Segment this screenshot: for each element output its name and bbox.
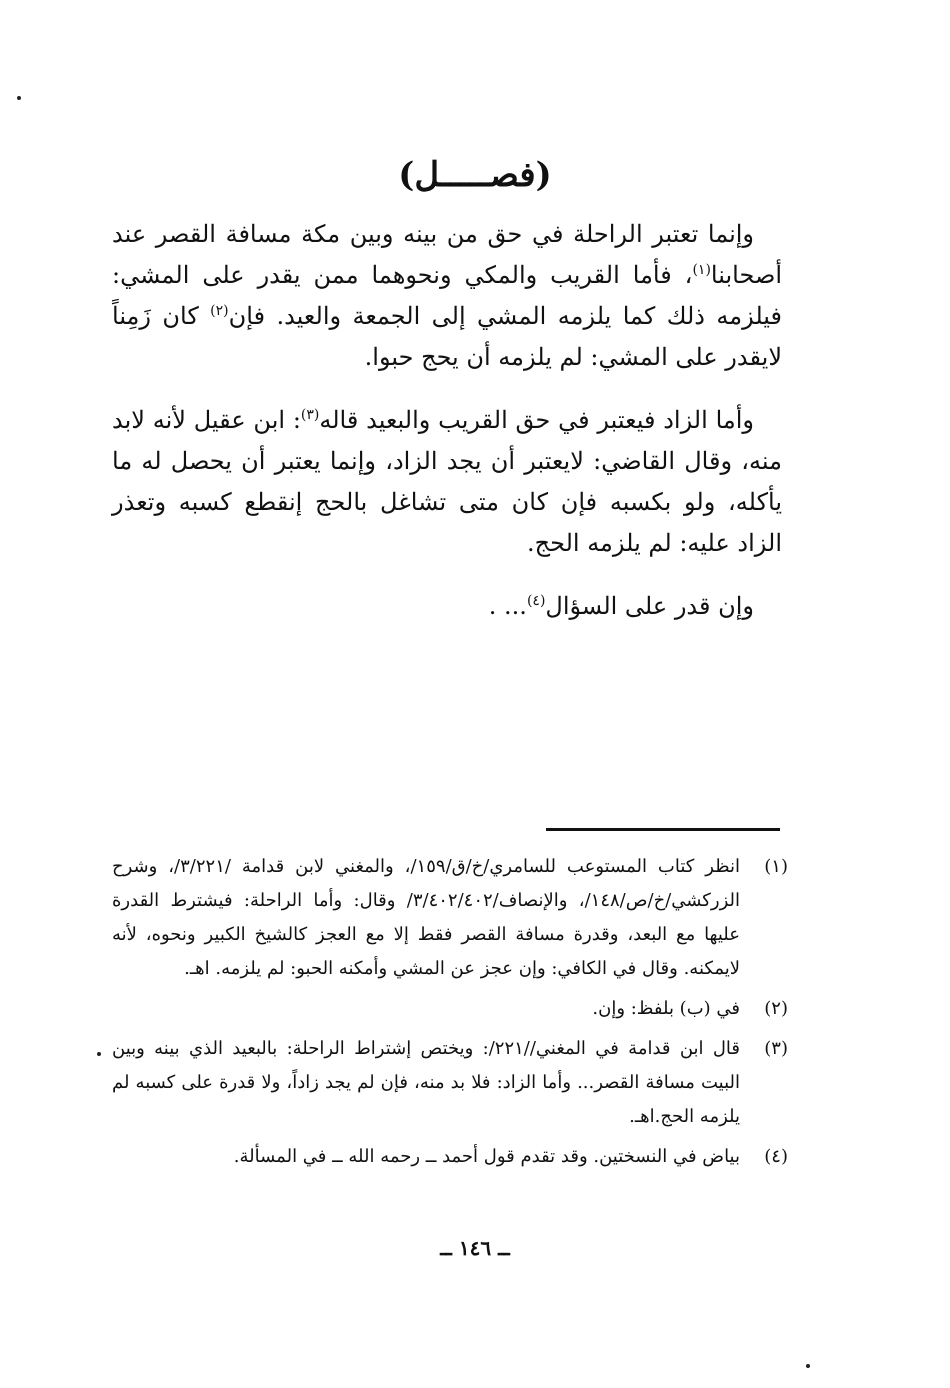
main-text [112,214,782,627]
speck-mark [17,96,21,100]
footnote [112,1032,788,1134]
footnote-number: (٤) [764,1146,788,1167]
footnote-text: انظر كتاب المستوعب للسامري/خ/ق/١٥٩/، والمغني لابن قدامة /٣/٢٢١/، وشرح الزركشي/خ/ص/١٤٨/، والإنصاف/٣/٤٠٢/٤٠٢/ وقال: وأما الراحلة: فيشترط القدرة عليها مع البعد، وقدرة مسافة القصر فقط إلا مع العجز كالشيخ الكبير ونحوه، لأنه لايمكنه. وقال في الكافي: وإن عجز عن المشي وأمكنه الحبو: لم يلزمه. اهـ. [112,856,740,979]
page-number: ــ ١٤٦ ــ [440,1236,510,1260]
paragraph-text: كان زَمِناً لايقدر على المشي: لم يلزمه أن يحج حبوا. [112,302,782,371]
footnote-text: قال ابن قدامة في المغني//٢٢١/: ويختص إشتراط الراحلة: بالبعيد الذي بينه وبين البيت مسافة القصر... وأما الزاد: فلا بد منه، فإن لم يجد زاداً، ولا قدرة على كسبه لم يلزمه الحج.اهـ. [112,1038,741,1127]
section-heading: (فصـــــل) [398,155,552,195]
paragraph-text: ... . [488,592,527,620]
footnote-ref: (٣) [300,407,320,423]
footnote [112,850,788,986]
speck-mark [97,1052,101,1056]
footnote-number: (٣) [764,1038,788,1059]
footnote-text: في (ب) بلفظ: وإن. [592,998,740,1019]
footnote-divider [546,828,780,831]
footnote-number: (١) [764,856,788,877]
footnote [112,1140,788,1174]
footnote-ref: (٤) [526,593,546,609]
paragraph-text: : ابن عقيل لأنه لابد منه، وقال القاضي: لايعتبر أن يجد الزاد، وإنما يعتبر أن يحصل له ما يأكله، ولو بكسبه فإن كان متى تشاغل بالحج إنقطع كسبه وتعذر الزاد عليه: لم يلزمه الحج. [112,406,782,557]
speck-mark [806,1364,810,1368]
footnotes-section [112,850,788,1180]
paragraph [112,400,782,564]
paragraph [112,586,782,627]
footnote-ref: (٢) [210,303,229,319]
paragraph [112,214,782,378]
footnote-text: بياض في النسختين. وقد تقدم قول أحمد ــ رحمه الله ــ في المسألة. [233,1146,740,1167]
paragraph-text: ، فأما القريب والمكي ونحوهما ممن يقدر على المشي: فيلزمه ذلك كما يلزمه المشي إلى الجمعة والعيد. فإن [112,261,782,330]
footnote-ref: (١) [692,262,711,278]
paragraph-text: وإن قدر على السؤال [545,592,754,620]
footnote-number: (٢) [764,998,788,1019]
paragraph-text: وإنما تعتبر الراحلة في حق من بينه وبين مكة مسافة القصر عند أصحابنا [112,220,782,289]
paragraph-text: وأما الزاد فيعتبر في حق القريب والبعيد قاله [319,406,754,434]
footnote [112,992,788,1026]
